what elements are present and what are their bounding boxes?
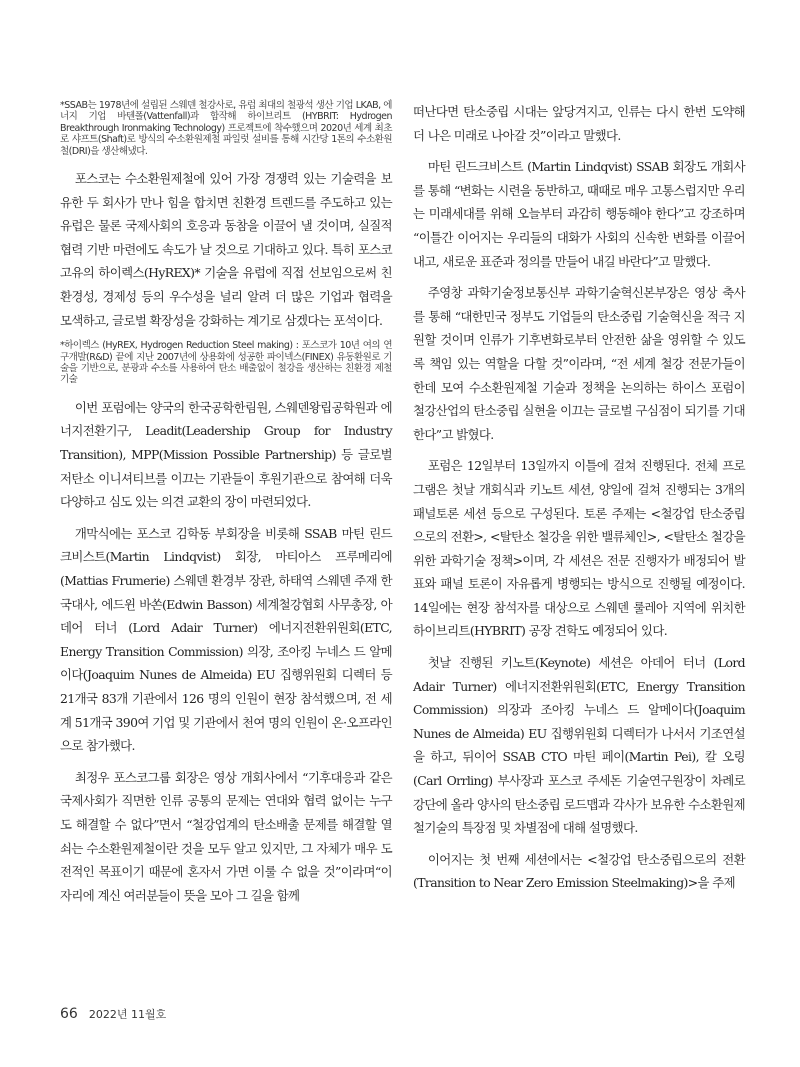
footnote-hyrex: *하이렉스 (HyREX, Hydrogen Reduction Steel making) : 포스코가 10년 여의 연구개발(R&D) 끝에 지난 2007년에 상용화에 성공한 파이넥스(FINEX) 유동환원로 기술을 기반으로, 분광과 수소를 사용하여 탄소 배출없이 철강을 생산하는 친환경 제철 기술: [60, 340, 392, 386]
paragraph: 포스코는 수소환원제철에 있어 가장 경쟁력 있는 기술력을 보유한 두 회사가 만나 힘을 합치면 친환경 트렌드를 주도하고 있는 유럽은 물론 국제사회의 호응과 동참을 이끌어 낼 것이며, 실질적 협력 기반 마련에도 속도가 날 것으로 기대하고 있다. 특히 포스코 고유의 하이렉스(HyREX)* 기술을 유럽에 직접 선보임으로써 친환경성, 경제성 등의 우수성을 널리 알려 더 많은 기업과 협력을 모색하고, 글로벌 확장성을 강화하는 계기로 삼겠다는 포석이다.: [60, 171, 392, 328]
right-column: [413, 100, 745, 895]
footnote-ssab: *SSAB는 1978년에 설립된 스웨덴 철강사로, 유럽 최대의 철광석 생산 기업 LKAB, 에너지 기업 바텐폴(Vattenfall)과 합작해 하이브리트 (HYBRIT: Hydrogen Breakthrough Ironmaking Technology) 프로젝트에 착수했으며 2020년 세계 최초로 샤프트(Shaft)로 방식의 수소환원제철 파일럿 설비를 통해 시간당 1톤의 수소환원철(DRI)을 생산해냈다.: [60, 100, 392, 157]
left-column: [60, 100, 392, 907]
paragraph: 개막식에는 포스코 김학동 부회장을 비롯해 SSAB 마틴 린드크비스트(Martin Lindqvist) 회장, 마티아스 프루메리에(Mattias Frumerie) 스웨덴 환경부 장관, 하태역 스웨덴 주재 한국대사, 에드윈 바쏜(Edwin Basson) 세계철강협회 사무총장, 아데어 터너 (Lord Adair Turner) 에너지전환위원회(ETC, Energy Transition Commission) 의장, 조아킹 누네스 드 알메이다(Joaquim Nunes de Almeida) EU 집행위원회 디렉터 등 21개국 83개 기관에서 126 명의 인원이 현장 참석했으며, 전 세계 51개국 390여 기업 및 기관에서 천여 명의 인원이 온·오프라인으로 참가했다.: [60, 525, 392, 754]
issue-label: 2022년 11월호: [88, 1008, 167, 1021]
paragraph: 주영창 과학기술정보통신부 과학기술혁신본부장은 영상 축사를 통해 “대한민국 정부도 기업들의 탄소중립 기술혁신을 적극 지원할 것이며 인류가 기후변화로부터 안전한 삶을 영위할 수 있도록 책임 있는 역할을 다할 것”이라며, “전 세계 철강 전문가들이 한데 모여 수소환원제철 기술과 정책을 논의하는 하이스 포럼이 철강산업의 탄소중립 실현을 이끄는 글로벌 구심점이 되기를 기대한다”고 밝혔다.: [413, 285, 745, 442]
paragraph: 이어지는 첫 번째 세션에서는 <철강업 탄소중립으로의 전환(Transition to Near Zero Emission Steelmaking)>을 주제: [413, 851, 745, 891]
paragraph: 마틴 린드크비스트 (Martin Lindqvist) SSAB 회장도 개회사를 통해 “변화는 시련을 동반하고, 때때로 매우 고통스럽지만 우리는 미래세대를 위해 오늘부터 과감히 행동해야 한다”고 강조하며 “이틀간 이어지는 우리들의 대화가 사회의 신속한 변화를 이끌어 내고, 새로운 표준과 정의를 만들어 내길 바란다”고 말했다.: [413, 159, 745, 269]
paragraph: 첫날 진행된 키노트(Keynote) 세션은 아데어 터너 (Lord Adair Turner) 에너지전환위원회(ETC, Energy Transition Commission) 의장과 조아킹 누네스 드 알메이다(Joaquim Nunes de Almeida) EU 집행위원회 디렉터가 나서서 기조연설을 하고, 뒤이어 SSAB CTO 마틴 페이(Martin Pei), 칼 오링(Carl Orrling) 부사장과 포스코 주세돈 기술연구원장이 차례로 강단에 올라 양사의 탄소중립 로드맵과 각사가 보유한 수소환원제철기술의 특장점 및 차별점에 대해 설명했다.: [413, 655, 745, 836]
paragraph: 포럼은 12일부터 13일까지 이틀에 걸쳐 진행된다. 전체 프로그램은 첫날 개회식과 키노트 세션, 양일에 걸쳐 진행되는 3개의 패널토론 세션 등으로 구성된다. 토론 주제는 <철강업 탄소중립으로의 전환>, <탈탄소 철강을 위한 밸류체인>, <탈탄소 철강을 위한 과학기술 정책>이며, 각 세션은 전문 진행자가 배정되어 발표와 패널 토론이 자유롭게 병행되는 방식으로 진행될 예정이다. 14일에는 현장 참석자를 대상으로 스웨덴 룰레아 지역에 위치한 하이브리트(HYBRIT) 공장 견학도 예정되어 있다.: [413, 458, 745, 639]
paragraph-continued: 떠난다면 탄소중립 시대는 앞당겨지고, 인류는 다시 한번 도약해 더 나은 미래로 나아갈 것”이라고 말했다.: [413, 104, 745, 143]
paragraph: 이번 포럼에는 양국의 한국공학한림원, 스웨덴왕립공학원과 에너지전환기구, Leadit(Leadership Group for Industry Transition), MPP(Mission Possible Partnership) 등 글로벌 저탄소 이니셔티브를 이끄는 기관들이 후원기관으로 참여해 더욱 다양하고 심도 있는 의견 교환의 장이 마련되었다.: [60, 399, 392, 510]
page-number: 66: [60, 1006, 78, 1022]
paragraph: 최정우 포스코그룹 회장은 영상 개회사에서 “기후대응과 같은 국제사회가 직면한 인류 공통의 문제는 연대와 협력 없이는 누구도 해결할 수 없다”면서 “철강업계의 탄소배출 문제를 해결할 열쇠는 수소환원제철이란 것을 모두 알고 있지만, 그 자체가 매우 도전적인 목표이기 때문에 혼자서 가면 이룰 수 없을 것”이라며“이 자리에 계신 여러분들이 뜻을 모아 그 길을 함께: [60, 769, 392, 903]
page-footer: [60, 1003, 166, 1022]
